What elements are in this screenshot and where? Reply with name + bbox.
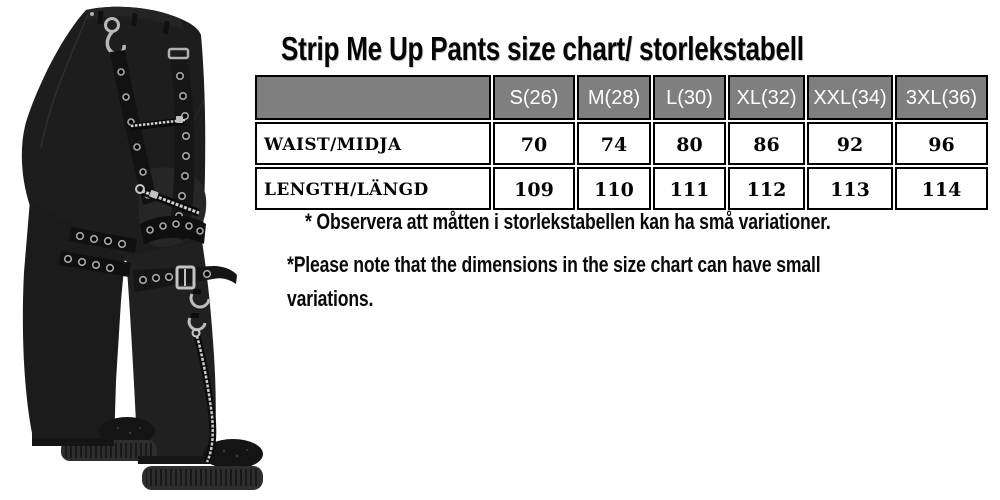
note-english-line1: *Please note that the dimensions in the size chart can have small <box>287 252 821 277</box>
waist-value-m: 74 <box>577 122 651 165</box>
length-value-3xl: 114 <box>895 167 988 210</box>
row-label-waist: WAIST/MIDJA <box>255 122 491 165</box>
size-table-header-row <box>255 75 988 120</box>
note-swedish: * Observera att måtten i storlekstabellen kan ha små variationer. <box>305 209 831 234</box>
product-image-pants <box>0 0 270 500</box>
note-english <box>287 248 820 315</box>
row-label-length: LENGTH/LÄNGD <box>255 167 491 210</box>
length-value-l: 111 <box>653 167 726 210</box>
waist-value-l: 80 <box>653 122 726 165</box>
page-title: Strip Me Up Pants size chart/ storlekstabell <box>281 30 804 67</box>
length-value-s: 109 <box>493 167 575 210</box>
note-english-line2: variations. <box>287 285 374 311</box>
size-table <box>253 73 990 212</box>
size-column-m: M(28) <box>577 75 651 120</box>
length-value-m: 110 <box>577 167 651 210</box>
size-table-corner-cell <box>255 75 491 120</box>
size-column-l: L(30) <box>653 75 726 120</box>
size-column-xl: XL(32) <box>728 75 805 120</box>
waist-value-3xl: 96 <box>895 122 988 165</box>
size-column-xxl: XXL(34) <box>807 75 893 120</box>
size-column-3xl: 3XL(36) <box>895 75 988 120</box>
table-row-length <box>255 167 988 210</box>
length-value-xxl: 113 <box>807 167 893 210</box>
table-row-waist <box>255 122 988 165</box>
size-column-s: S(26) <box>493 75 575 120</box>
length-value-xl: 112 <box>728 167 805 210</box>
waist-value-xxl: 92 <box>807 122 893 165</box>
waist-value-s: 70 <box>493 122 575 165</box>
waist-value-xl: 86 <box>728 122 805 165</box>
